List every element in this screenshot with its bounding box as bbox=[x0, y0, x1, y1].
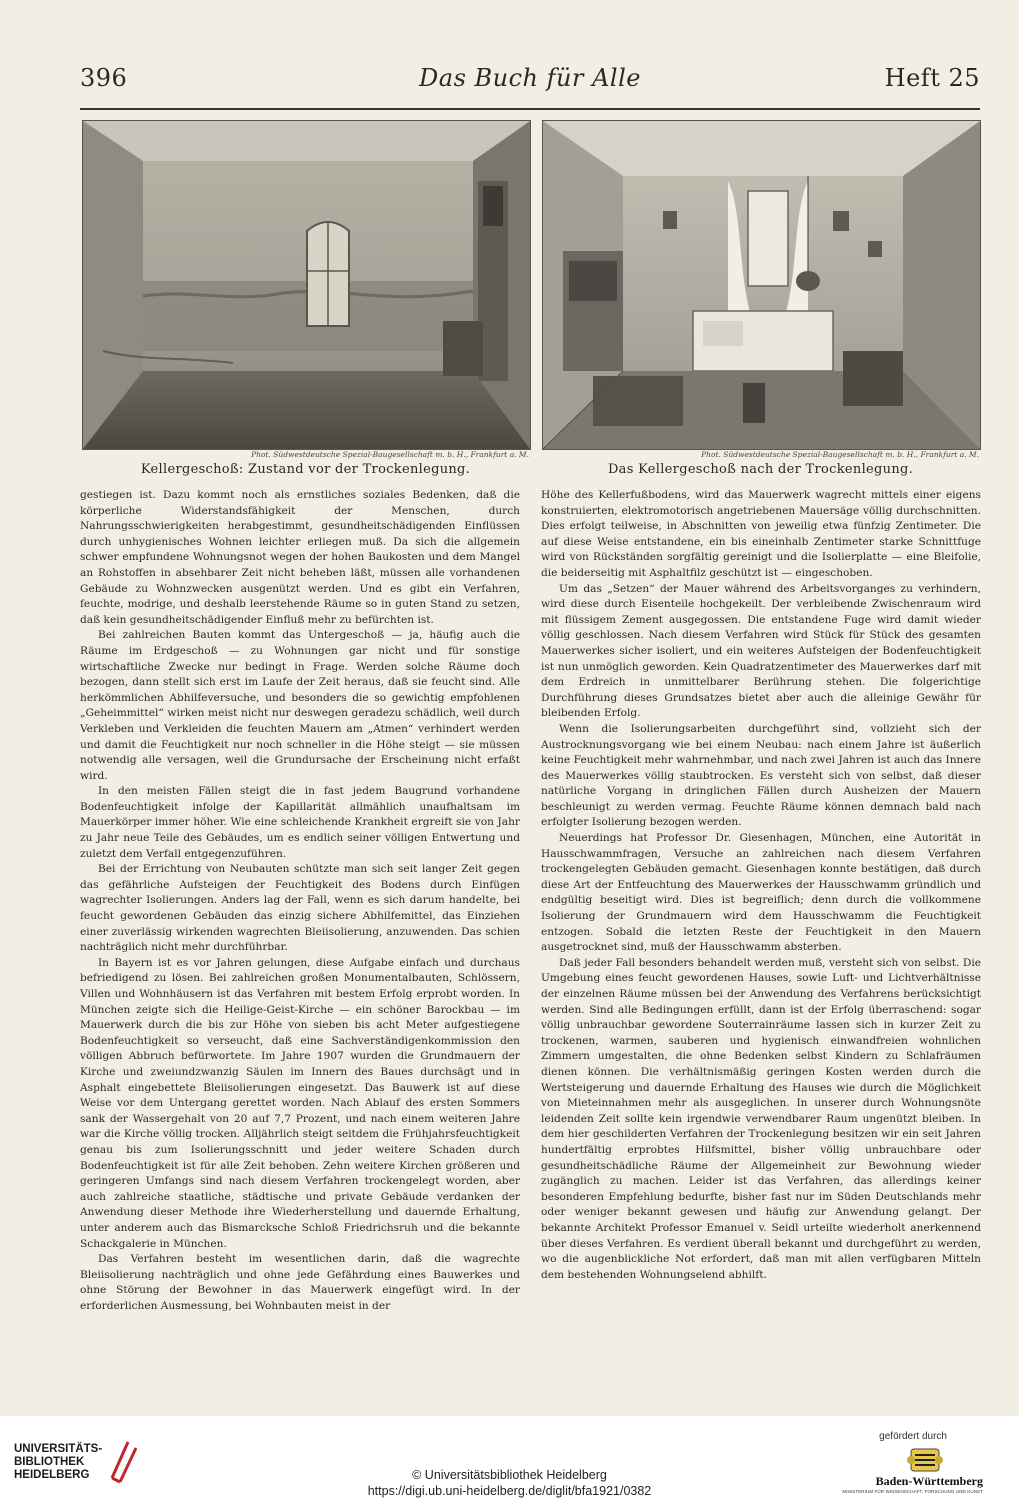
source-url-link[interactable]: https://digi.ub.uni-heidelberg.de/diglit/bfa1921/0382 bbox=[367, 1484, 652, 1498]
library-line: HEIDELBERG bbox=[14, 1469, 90, 1481]
photo-credit-left: Phot. Südwestdeutsche Spezial-Baugesellschaft m. b. H., Frankfurt a. M. bbox=[251, 450, 529, 459]
paragraph: Wenn die Isolierungsarbeiten durchgeführt sind, vollzieht sich der Austrocknungsvorgang wie bei einem Neubau: nach einem Jahre ist äußerlich keine Feuchtigkeit mehr wahrnehmbar, und nach zwei Jahren ist auch das Innere des Mauerwerkes völlig staubtrocken. Es versteht sich von selbst, daß dieser natürliche Vorgang in dringlichen Fällen durch Ausheizen der Mauern beschleunigt zu werden vermag. Feuchte Räume können demnach bald nach erfolgter Isolierung bezogen werden. bbox=[541, 722, 981, 829]
photo-caption-right: Das Kellergeschoß nach der Trockenlegung. bbox=[607, 462, 914, 477]
text-column-left bbox=[80, 488, 520, 1314]
photo-cellar-before bbox=[82, 120, 531, 450]
funder-name: Baden-Württemberg bbox=[875, 1474, 983, 1488]
paragraph: Bei der Errichtung von Neubauten schützte man sich seit langer Zeit gegen das gefährliche Aufsteigen der Feuchtigkeit des Bodens durch Einfügen wagrechter Isolierungen. Anders lag der Fall, wenn es sich darum handelte, bei feucht gewordenen Gebäuden das einzig sichere Abhilfemittel, das Einziehen einer zuverlässig wirkenden wagrechten Bleiisolierung, anzuwenden. Das schien nachträglich nicht mehr durchführbar. bbox=[80, 863, 520, 954]
funded-label: gefördert durch bbox=[879, 1431, 947, 1442]
library-line: BIBLIOTHEK bbox=[14, 1456, 85, 1468]
paragraph: Daß jeder Fall besonders behandelt werden muß, versteht sich von selbst. Die Umgebung eines feucht gewordenen Hauses, sowie Luft- und Lichtverhältnisse der einzelnen Räume müssen bei der Anwendung des Verfahrens berücksichtigt werden. Sind alle Bedingungen erfüllt, dann ist der Erfolg überraschend: sogar völlig unbrauchbar gewordene Souterrainräume lassen sich in kurzer Zeit zu trockenen, warmen, sauberen und hygienisch einwandfreien wohnlichen Zimmern umgestalten, die ohne Bedenken selbst Kindern zu Schlafräumen dienen können. Die verhältnismäßig geringen Kosten werden durch die Wertsteigerung und dauernde Erhaltung des Hauses wie durch die Möglichkeit von Mieteinnahmen mehr als ausgeglichen. In unserer durch Wohnungsnöte leidenden Zeit sollte kein irgendwie verwendbarer Raum ungenützt bleiben. In dem hier geschilderten Verfahren der Trockenlegung besitzen wir ein seit Jahren hundertfältig erprobtes Hilfsmittel, bisher völlig unbrauchbare oder gesundheitschädliche Räume der Allgemeinheit zur Bewohnung wieder zugänglich zu machen. Leider ist das Verfahren, das allerdings keiner besonderen Empfehlung bedurfte, bisher fast nur im Süden Deutschlands mehr oder weniger bekannt gewesen und häufig zur Anwendung gelangt. Der bekannte Architekt Professor Emanuel v. Seidl urteilte wiederholt anerkennend über dieses Verfahren. Es verdient überall bekannt und durchgeführt zu werden, wo die augenblickliche Not erfordert, daß man mit allen verfügbaren Mitteln dem bestehenden Wohnungselend abhilft. bbox=[541, 956, 981, 1281]
header-rule bbox=[80, 108, 980, 110]
paragraph: Höhe des Kellerfußbodens, wird das Mauerwerk wagrecht mittels einer eigens konstruierten, elektromotorisch angetriebenen Mauersäge völlig durchschnitten. Dies erfolgt teilweise, in Abschnitten von jeweilig etwa fünfzig Zentimeter. Die auf diese Weise entstandene, ein bis eineinhalb Zentimeter starke Schnittfuge wird von Rückständen sorgfältig gereinigt und die Isolierplatte — eine Bleifolie, die beiderseitig mit Asphaltfilz geschützt ist — eingeschoben. bbox=[541, 489, 981, 579]
paragraph: In den meisten Fällen steigt die in fast jedem Baugrund vorhandene Bodenfeuchtigkeit infolge der Kapillarität allmählich unaufhaltsam im Mauerkörper immer höher. Wie eine schleichende Krankheit ergreift sie von Jahr zu Jahr neue Teile des Gebäudes, um es endlich seiner völligen Entwertung und zuletzt dem Verfall entgegenzuführen. bbox=[80, 785, 520, 860]
paragraph: Bei zahlreichen Bauten kommt das Untergeschoß — ja, häufig auch die Räume im Erdgeschoß — zu Wohnungen gar nicht und für sonstige wirtschaftliche Zwecke nur bedingt in Frage. Werden solche Räume doch bezogen, dann stellt sich erst im Laufe der Zeit heraus, daß sie feucht sind. Alle herkömmlichen Abhilfeversuche, und besonders die so gewichtig empfohlenen „Geheimmittel“ wirken meist nicht nur deswegen geradezu schädlich, weil durch Verkleben und Verkleiden die feuchten Mauern am „Atmen“ verhindert werden und damit die Feuchtigkeit nur noch schneller in die Höhe steigt — sie müssen notwendig alle versagen, weil die Grundursache der Erscheinung nicht erfaßt wird. bbox=[80, 629, 520, 782]
copyright-notice: © Universitätsbibliothek Heidelberg bbox=[412, 1468, 607, 1482]
photo-caption-left: Kellergeschoß: Zustand vor der Trockenlegung. bbox=[140, 462, 471, 477]
photo-credit-right: Phot. Südwestdeutsche Spezial-Baugesellschaft m. b. H., Frankfurt a. M. bbox=[701, 450, 979, 459]
text-column-right bbox=[541, 488, 981, 1283]
paragraph: Das Verfahren besteht im wesentlichen darin, daß die wagrechte Bleiisolierung nachträglich und ohne jede Gefährdung eines Bauwerkes und ohne Störung der Bewohner in das Mauerwerk eingefügt wird. In der erforderlichen Ausmessung, bei Wohnbauten meist in der bbox=[80, 1253, 520, 1312]
paragraph: Um das „Setzen“ der Mauer während des Arbeitsvorganges zu verhindern, wird diese durch Eisenteile hochgekeilt. Der verbleibende Zwischenraum wird mit flüssigem Zement ausgegossen. Die entstandene Fuge wird damit wieder völlig geschlossen. Nach diesem Verfahren wird Stück für Stück des gesamten Mauerwerkes sicher isoliert, und ein weiteres Aufsteigen der Bodenfeuchtigkeit ist nun unmöglich geworden. Kein Quadratzentimeter des Mauerwerkes darf mit dem Erdreich in unmittelbarer Berührung stehen. Die folgerichtige Durchführung dieses Grundsatzes bietet aber auch die alleinige Gewähr für bleibenden Erfolg. bbox=[541, 582, 981, 720]
paragraph: In Bayern ist es vor Jahren gelungen, diese Aufgabe einfach und durchaus befriedigend zu lösen. Bei zahlreichen großen Monumentalbauten, Schlössern, Villen und Wohnhäusern ist das Verfahren mit bestem Erfolg erprobt worden. In München zeigte sich die Heilige-Geist-Kirche — ein schöner Barockbau — im Mauerwerk durch die bis zur Höhe von sieben bis acht Meter aufgestiegene Bodenfeuchtigkeit so verseucht, daß eine Sachverständigenkommission den völligen Abbruch befürwortete. Im Jahre 1907 wurden die Grundmauern der Kirche und zweiundzwanzig Säulen im Innern des Baues durchsägt und in Asphalt eingebettete Bleiisolierungen eingesetzt. Das Bauwerk ist auf diese Weise vor dem Untergang gerettet worden. Nach Ablauf des ersten Sommers sank der Wassergehalt von 20 auf 7,7 Prozent, und nach einem weiteren Jahre war die Kirche völlig trocken. Alljährlich steigt seitdem die Frühjahrsfeuchtigkeit genau bis zum Isolierungsschnitt und jeder weitere Schaden durch Bodenfeuchtigkeit ist für alle Zeit behoben. Zehn weitere Kirchen größeren und geringeren Umfangs sind nach diesem Verfahren trockengelegt worden, aber auch zahlreiche staatliche, städtische und private Gebäude verdanken der Anwendung dieser Methode ihre Wiederherstellung und dauernde Erhaltung, unter anderem auch das Bismarcksche Schloß Friedrichsruh und die bekannte Schackgalerie in München. bbox=[80, 956, 520, 1250]
issue-number: Heft 25 bbox=[884, 64, 980, 92]
library-line: UNIVERSITÄTS- bbox=[14, 1443, 103, 1455]
page-number: 396 bbox=[80, 64, 128, 92]
photo-cellar-after-image bbox=[543, 121, 980, 449]
photo-cellar-after bbox=[542, 120, 981, 450]
running-header bbox=[80, 64, 980, 104]
photo-cellar-before-image bbox=[83, 121, 530, 449]
baden-wuerttemberg-crest-icon bbox=[905, 1447, 945, 1477]
paragraph: gestiegen ist. Dazu kommt noch als ernstliches soziales Bedenken, daß die körperliche Widerstandsfähigkeit der Menschen, durch Nahrungsschwierigkeiten herabgestimmt, gesundheitschädigenden Einflüssen durch unhygienisches Wohnen leichter erliegen muß. Da sich die allgemein schwer empfundene Wohnungsnot wegen der hohen Baukosten und dem Mangel an Rohstoffen in absehbarer Zeit nicht beheben läßt, müssen alle vorhandenen Gebäude zu Wohnzwecken ausgenützt werden. Und es gibt ein Verfahren, feuchte, modrige, und deshalb leerstehende Räume so in guten Stand zu setzen, daß kein gesundheitschädigender Einfluß mehr zu befürchten ist. bbox=[80, 489, 520, 626]
paragraph: Neuerdings hat Professor Dr. Giesenhagen, München, eine Autorität in Hausschwammfragen, Versuche an zahlreichen nach diesem Verfahren trockengelegten Gebäuden gemacht. Giesenhagen konnte bestätigen, daß durch diese Art der Entfeuchtung des Mauerwerkes der Hausschwamm gründlich und endgültig beseitigt wird. Dies ist begreiflich; denn durch die vollkommene Isolierung der Grundmauern wird dem Hausschwamm die Feuchtigkeit entzogen. Sobald die letzten Reste der Feuchtigkeit in den Mauern ausgetrocknet sind, muß der Hausschwamm absterben. bbox=[541, 832, 981, 954]
funder-ministry: MINISTERIUM FÜR WISSENSCHAFT, FORSCHUNG UND KUNST bbox=[842, 1489, 983, 1494]
journal-title: Das Buch für Alle bbox=[419, 64, 641, 92]
